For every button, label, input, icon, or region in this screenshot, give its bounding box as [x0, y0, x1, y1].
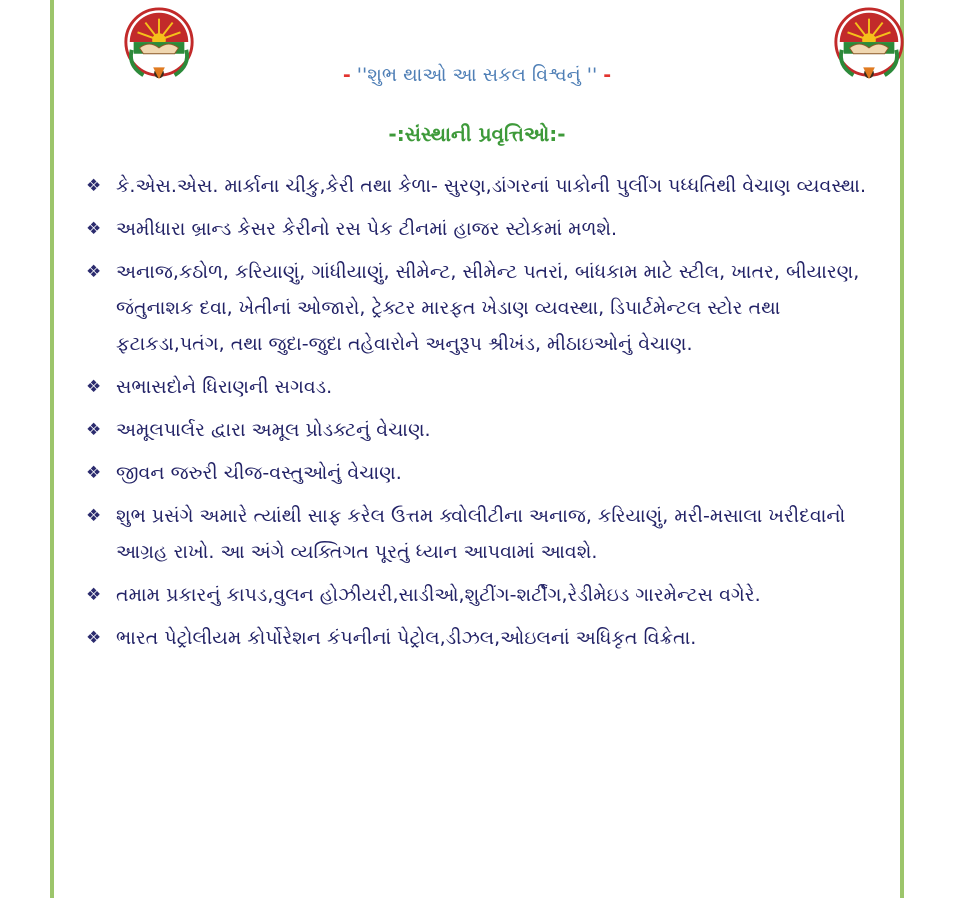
bullet-icon: ❖	[86, 176, 102, 196]
activity-list	[86, 168, 876, 663]
list-item	[86, 369, 876, 405]
list-item	[86, 498, 876, 570]
bullet-icon: ❖	[86, 420, 102, 440]
list-item-text: કે.એસ.એસ. માર્કાના ચીકુ,કેરી તથા કેળા- સુરણ,ડાંગરનાં પાકોની પુલીંગ પધ્ધતિથી વેચાણ વ્યવસ્થા.	[116, 175, 867, 197]
bullet-icon: ❖	[86, 628, 102, 648]
list-item-text: તમામ પ્રકારનું કાપડ,વુલન હોઝીયરી,સાડીઓ,શુટીંગ-શર્ટીંગ,રેડીમેઇડ ગારમેન્ટસ વગેરે.	[116, 584, 761, 606]
list-item-text: અનાજ,કઠોળ, કરિયાણું, ગાંધીયાણું, સીમેન્ટ, સીમેન્ટ પતરાં, બાંધકામ માટે સ્ટીલ, ખાતર, બીયારણ, જંતુનાશક દવા, ખેતીનાં ઓજારો, ટ્રેક્ટર મારફત ખેડાણ વ્યવસ્થા, ડિપાર્ટમેન્ટલ સ્ટોર તથા ફટાકડા,પતંગ, તથા જુદા-જુદા તહેવારોને અનુરૂપ શ્રીખંડ, મીઠાઇઓનું વેચાણ.	[116, 261, 860, 355]
bullet-icon: ❖	[86, 585, 102, 605]
motto-dash-right: -	[603, 64, 612, 86]
list-item	[86, 211, 876, 247]
list-item	[86, 577, 876, 613]
bullet-icon: ❖	[86, 377, 102, 397]
list-item-text: શુભ પ્રસંગે અમારે ત્યાંથી સાફ કરેલ ઉત્તમ ક્વોલીટીના અનાજ, કરિયાણું, મરી-મસાલા ખરીદવાનો આગ્રહ રાખો. આ અંગે વ્યક્તિગત પૂરતું ધ્યાન આપવામાં આવશે.	[116, 505, 846, 563]
list-item	[86, 455, 876, 491]
list-item	[86, 254, 876, 362]
list-item	[86, 412, 876, 448]
list-item-text: અમીધારા બ્રાન્ડ કેસર કેરીનો રસ પેક ટીનમાં હાજર સ્ટોકમાં મળશે.	[116, 218, 618, 240]
bullet-icon: ❖	[86, 219, 102, 239]
list-item-text: સભાસદોને ધિરાણની સગવડ.	[116, 376, 333, 398]
bullet-icon: ❖	[86, 262, 102, 282]
list-item-text: ભારત પેટ્રોલીયમ કોર્પોરેશન કંપનીનાં પેટ્રોલ,ડીઝલ,ઓઇલનાં અધિકૃત વિક્રેતા.	[116, 627, 697, 649]
motto	[54, 62, 900, 88]
bullet-icon: ❖	[86, 506, 102, 526]
list-item	[86, 168, 876, 204]
motto-text: ''શુભ થાઓ આ સકલ વિશ્વનું ''	[356, 64, 598, 86]
page-title: -:સંસ્થાની પ્રવૃત્તિઓ:-	[388, 122, 566, 146]
list-item	[86, 620, 876, 656]
motto-dash-left: -	[342, 64, 351, 86]
list-item-text: અમૂલપાર્લર દ્વારા અમૂલ પ્રોડક્ટનું વેચાણ.	[116, 419, 431, 441]
list-item-text: જીવન જરુરી ચીજ-વસ્તુઓનું વેચાણ.	[116, 462, 402, 484]
bullet-icon: ❖	[86, 463, 102, 483]
